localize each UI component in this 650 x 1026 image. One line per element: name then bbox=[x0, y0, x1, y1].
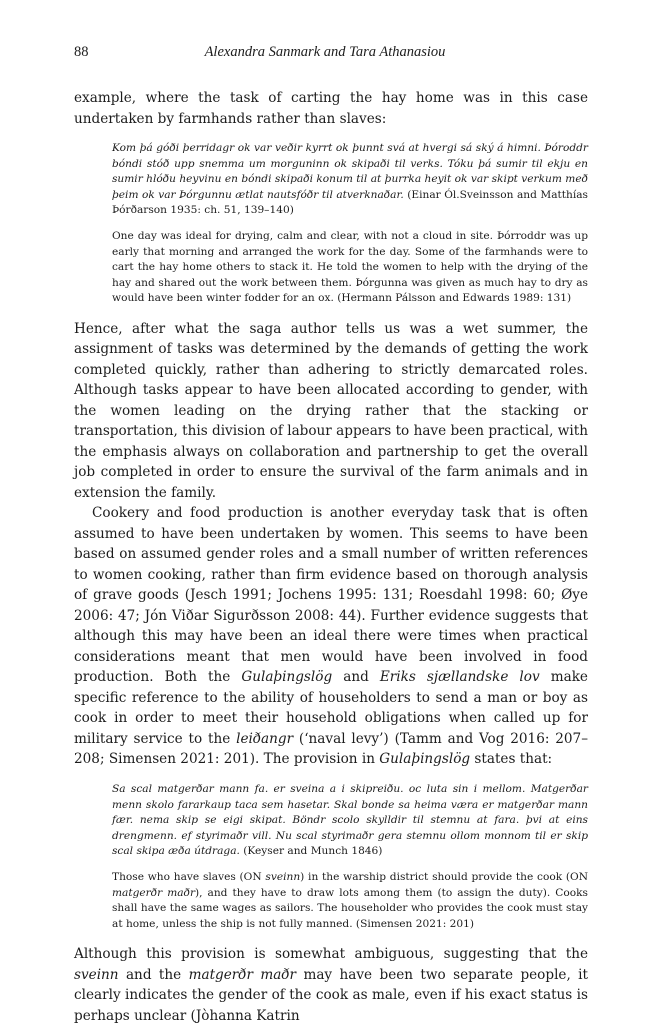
paragraph-provision-text: Although this provision is somewhat ambiguous, suggesting that the bbox=[74, 946, 588, 963]
law-title-gulathingslog: Gulaþingslög bbox=[379, 751, 471, 768]
paragraph-provision-ambiguity bbox=[74, 944, 588, 1026]
page-body bbox=[74, 88, 588, 1026]
old-norse-quote-1-citation: (Einar Ól.Sveinsson and Matthías Þórðarson 1935: ch. 51, 139–140) bbox=[112, 188, 588, 217]
translation-quote-2-text: ) in the warship district should provide the cook (ON bbox=[300, 870, 588, 883]
running-header bbox=[60, 44, 590, 64]
translation-quote-2-text: ), and they have to draw lots among them (to assign the duty). Cooks shall have the same wages as sailors. The householder who provides the cook must stay at home, unless the ship is not fully manned. (Simensen 2021: 201) bbox=[112, 886, 588, 930]
paragraph-cookery-text: states that: bbox=[470, 751, 553, 768]
translation-quote-2-text: Those who have slaves (ON bbox=[112, 870, 266, 883]
law-title-eriks-lov: Eriks sjællandske lov bbox=[379, 669, 540, 686]
old-norse-quote-2 bbox=[112, 782, 588, 860]
paragraph-provision-text: may have been two separate people, it clearly indicates the gender of the cook as male, even if his exact status is perhaps unclear (Jòhanna Katrin bbox=[74, 966, 588, 1024]
paragraph-intro: example, where the task of carting the hay home was in this case undertaken by farmhands rather than slaves: bbox=[74, 90, 588, 127]
translation-quote-1: One day was ideal for drying, calm and clear, with not a cloud in site. Þórroddr was up early that morning and arranged the work for the day. Some of the farmhands were to cart the hay home others to stack it. He told the women to help with the drying of the hay and shared out the work between them. Þórgunna was given as much hay to dry as would have been winter fodder for an ox. (Hermann Pálsson and Edwards 1989: 131) bbox=[112, 229, 588, 305]
paragraph-cookery bbox=[74, 503, 588, 770]
paragraph-cookery-text: (‘naval levy’) (Tamm and Vog 2016: 207–208; Simensen 2021: 201). The provision in bbox=[74, 730, 589, 768]
paragraph-cookery-text: and bbox=[332, 669, 380, 686]
old-norse-quote-1-text: Kom þá góði þerridagr ok var veðir kyrrt ok þunnt svá at hvergi sá ský á himni. Þóroddr bóndi stóð upp snemma um morguninn ok skipaði til verks. Tóku þá sumir til ekju en sumir hlóðu heyvinu en bóndi skipaði konum til at þurrka heyit ok var skipt verkum með þeim ok var Þórgunnu ætlat nautsfóðr til atverknaðar. bbox=[112, 142, 588, 201]
term-matgerdr-madr: matgerðr maðr bbox=[112, 886, 196, 899]
term-sveinn: sveinn bbox=[265, 870, 301, 883]
term-sveinn: sveinn bbox=[74, 966, 119, 983]
page-number: 88 bbox=[74, 44, 89, 60]
translation-quote-2 bbox=[112, 870, 588, 932]
running-title: Alexandra Sanmark and Tara Athanasiou bbox=[204, 44, 446, 60]
paragraph-division-of-labour: Hence, after what the saga author tells us was a wet summer, the assignment of tasks was determined by the demands of getting the work completed quickly, rather than adhering to strictly demarcated roles. Although tasks appear to have been allocated according to gender, with the women leading on the drying rather that the stacking or transportation, this division of labour appears to have been practical, with the emphasis always on collaboration and partnership to get the overall job completed in order to ensure the survival of the farm animals and in extension the family. bbox=[74, 320, 588, 501]
old-norse-quote-1 bbox=[112, 141, 588, 219]
paragraph-cookery-text: make specific reference to the ability of householders to send a man or boy as cook in order to meet their household obligations when called up for military service to the bbox=[74, 669, 588, 747]
old-norse-quote-2-citation: (Keyser and Munch 1846) bbox=[243, 845, 383, 858]
paragraph-cookery-text: Cookery and food production is another everyday task that is often assumed to have been undertaken by women. This seems to have been based on assumed gender roles and a small number of written references to women cooking, rather than firm evidence based on thorough analysis of grave goods (Jesch 1991; Jochens 1995: 131; Roesdahl 1998: 60; Øye 2006: 47; Jón Viðar Sigurðsson 2008: 44). Further evidence suggests that although this may have been an ideal there were times when practical considerations meant that men would have been involved in food production. Both the bbox=[74, 505, 588, 686]
paragraph-provision-text: and the bbox=[118, 966, 189, 983]
law-title-gulathingslog: Gulaþingslög bbox=[241, 669, 333, 686]
term-matgerdr-madr: matgerðr maðr bbox=[188, 966, 297, 983]
term-leidangr: leiðangr bbox=[236, 730, 294, 747]
old-norse-quote-2-text: Sa scal matgerðar mann fa. er sveina a i skipreiðu. oc luta sin i mellom. Matgerðar menn skolo fararkaup taca sem hasetar. Skal bonde sa heima væra er matgerðar mann fær. nema skip se eigi skipat. Böndr scolo skylldir til stemnu at fara. þvi at eins drengmenn. ef styrimaðr vill. Nu scal styrimaðr gera stemnu ollom monnom til er skip scal skipa æða útdraga. bbox=[112, 782, 588, 858]
